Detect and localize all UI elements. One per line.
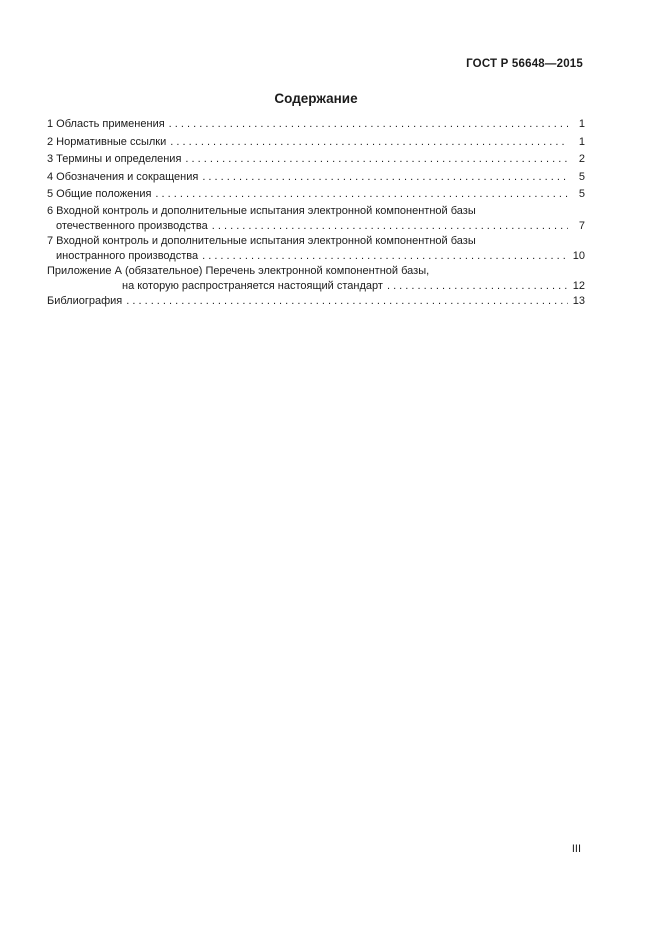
toc-entry-title: 5 Общие положения	[47, 188, 152, 200]
table-of-contents	[47, 116, 585, 309]
toc-entry-page: 1	[578, 135, 585, 148]
toc-entry-title: 7 Входной контроль и дополнительные испытания электронной компонентной базы	[47, 234, 476, 247]
toc-entry	[47, 134, 585, 152]
toc-entry-page: 10	[572, 249, 585, 262]
toc-entry-page: 5	[578, 170, 585, 183]
toc-entry-title: Приложение А (обязательное) Перечень электронной компонентной базы,	[47, 264, 430, 277]
toc-entry-page: 5	[578, 188, 585, 200]
page-title: Содержание	[274, 91, 358, 106]
toc-entry	[47, 234, 585, 264]
toc-entry	[47, 151, 585, 169]
toc-entry-page: 7	[578, 219, 585, 232]
toc-entry-title: 4 Обозначения и сокращения	[47, 170, 199, 183]
toc-entry-page: 13	[572, 294, 585, 307]
dot-leader	[202, 249, 568, 264]
toc-entry	[47, 116, 585, 134]
dot-leader	[185, 151, 568, 169]
toc-entry-title: 3 Термины и определения	[47, 153, 182, 165]
toc-entry-line	[47, 249, 585, 264]
toc-entry-continuation: отечественного производства	[56, 219, 208, 232]
toc-entry-continuation: иностранного производства	[56, 249, 199, 262]
toc-entry	[47, 264, 585, 294]
toc-entry-page: 2	[578, 153, 585, 165]
dot-leader	[202, 169, 568, 187]
dot-leader	[169, 116, 568, 134]
doc-number: ГОСТ Р 56648—2015	[466, 58, 583, 70]
toc-entry-title: 6 Входной контроль и дополнительные испытания электронной компонентной базы	[47, 204, 476, 217]
toc-entry-continuation: на которую распространяется настоящий стандарт	[122, 279, 383, 292]
toc-entry	[47, 294, 585, 309]
toc-entry-line	[47, 219, 585, 234]
toc-entry	[47, 169, 585, 187]
dot-leader	[170, 134, 568, 152]
dot-leader	[212, 219, 568, 234]
toc-entry-title: Библиография	[47, 294, 123, 307]
dot-leader	[387, 279, 568, 294]
dot-leader	[126, 294, 568, 309]
toc-entry-page: 1	[578, 118, 585, 130]
toc-entry-title: 1 Область применения	[47, 118, 165, 130]
toc-entry-page: 12	[572, 279, 585, 292]
page-folio: III	[571, 843, 581, 855]
toc-entry-line	[47, 279, 585, 294]
dot-leader	[155, 186, 568, 204]
toc-entry-title: 2 Нормативные ссылки	[47, 135, 167, 148]
toc-entry	[47, 204, 585, 234]
toc-entry	[47, 186, 585, 204]
